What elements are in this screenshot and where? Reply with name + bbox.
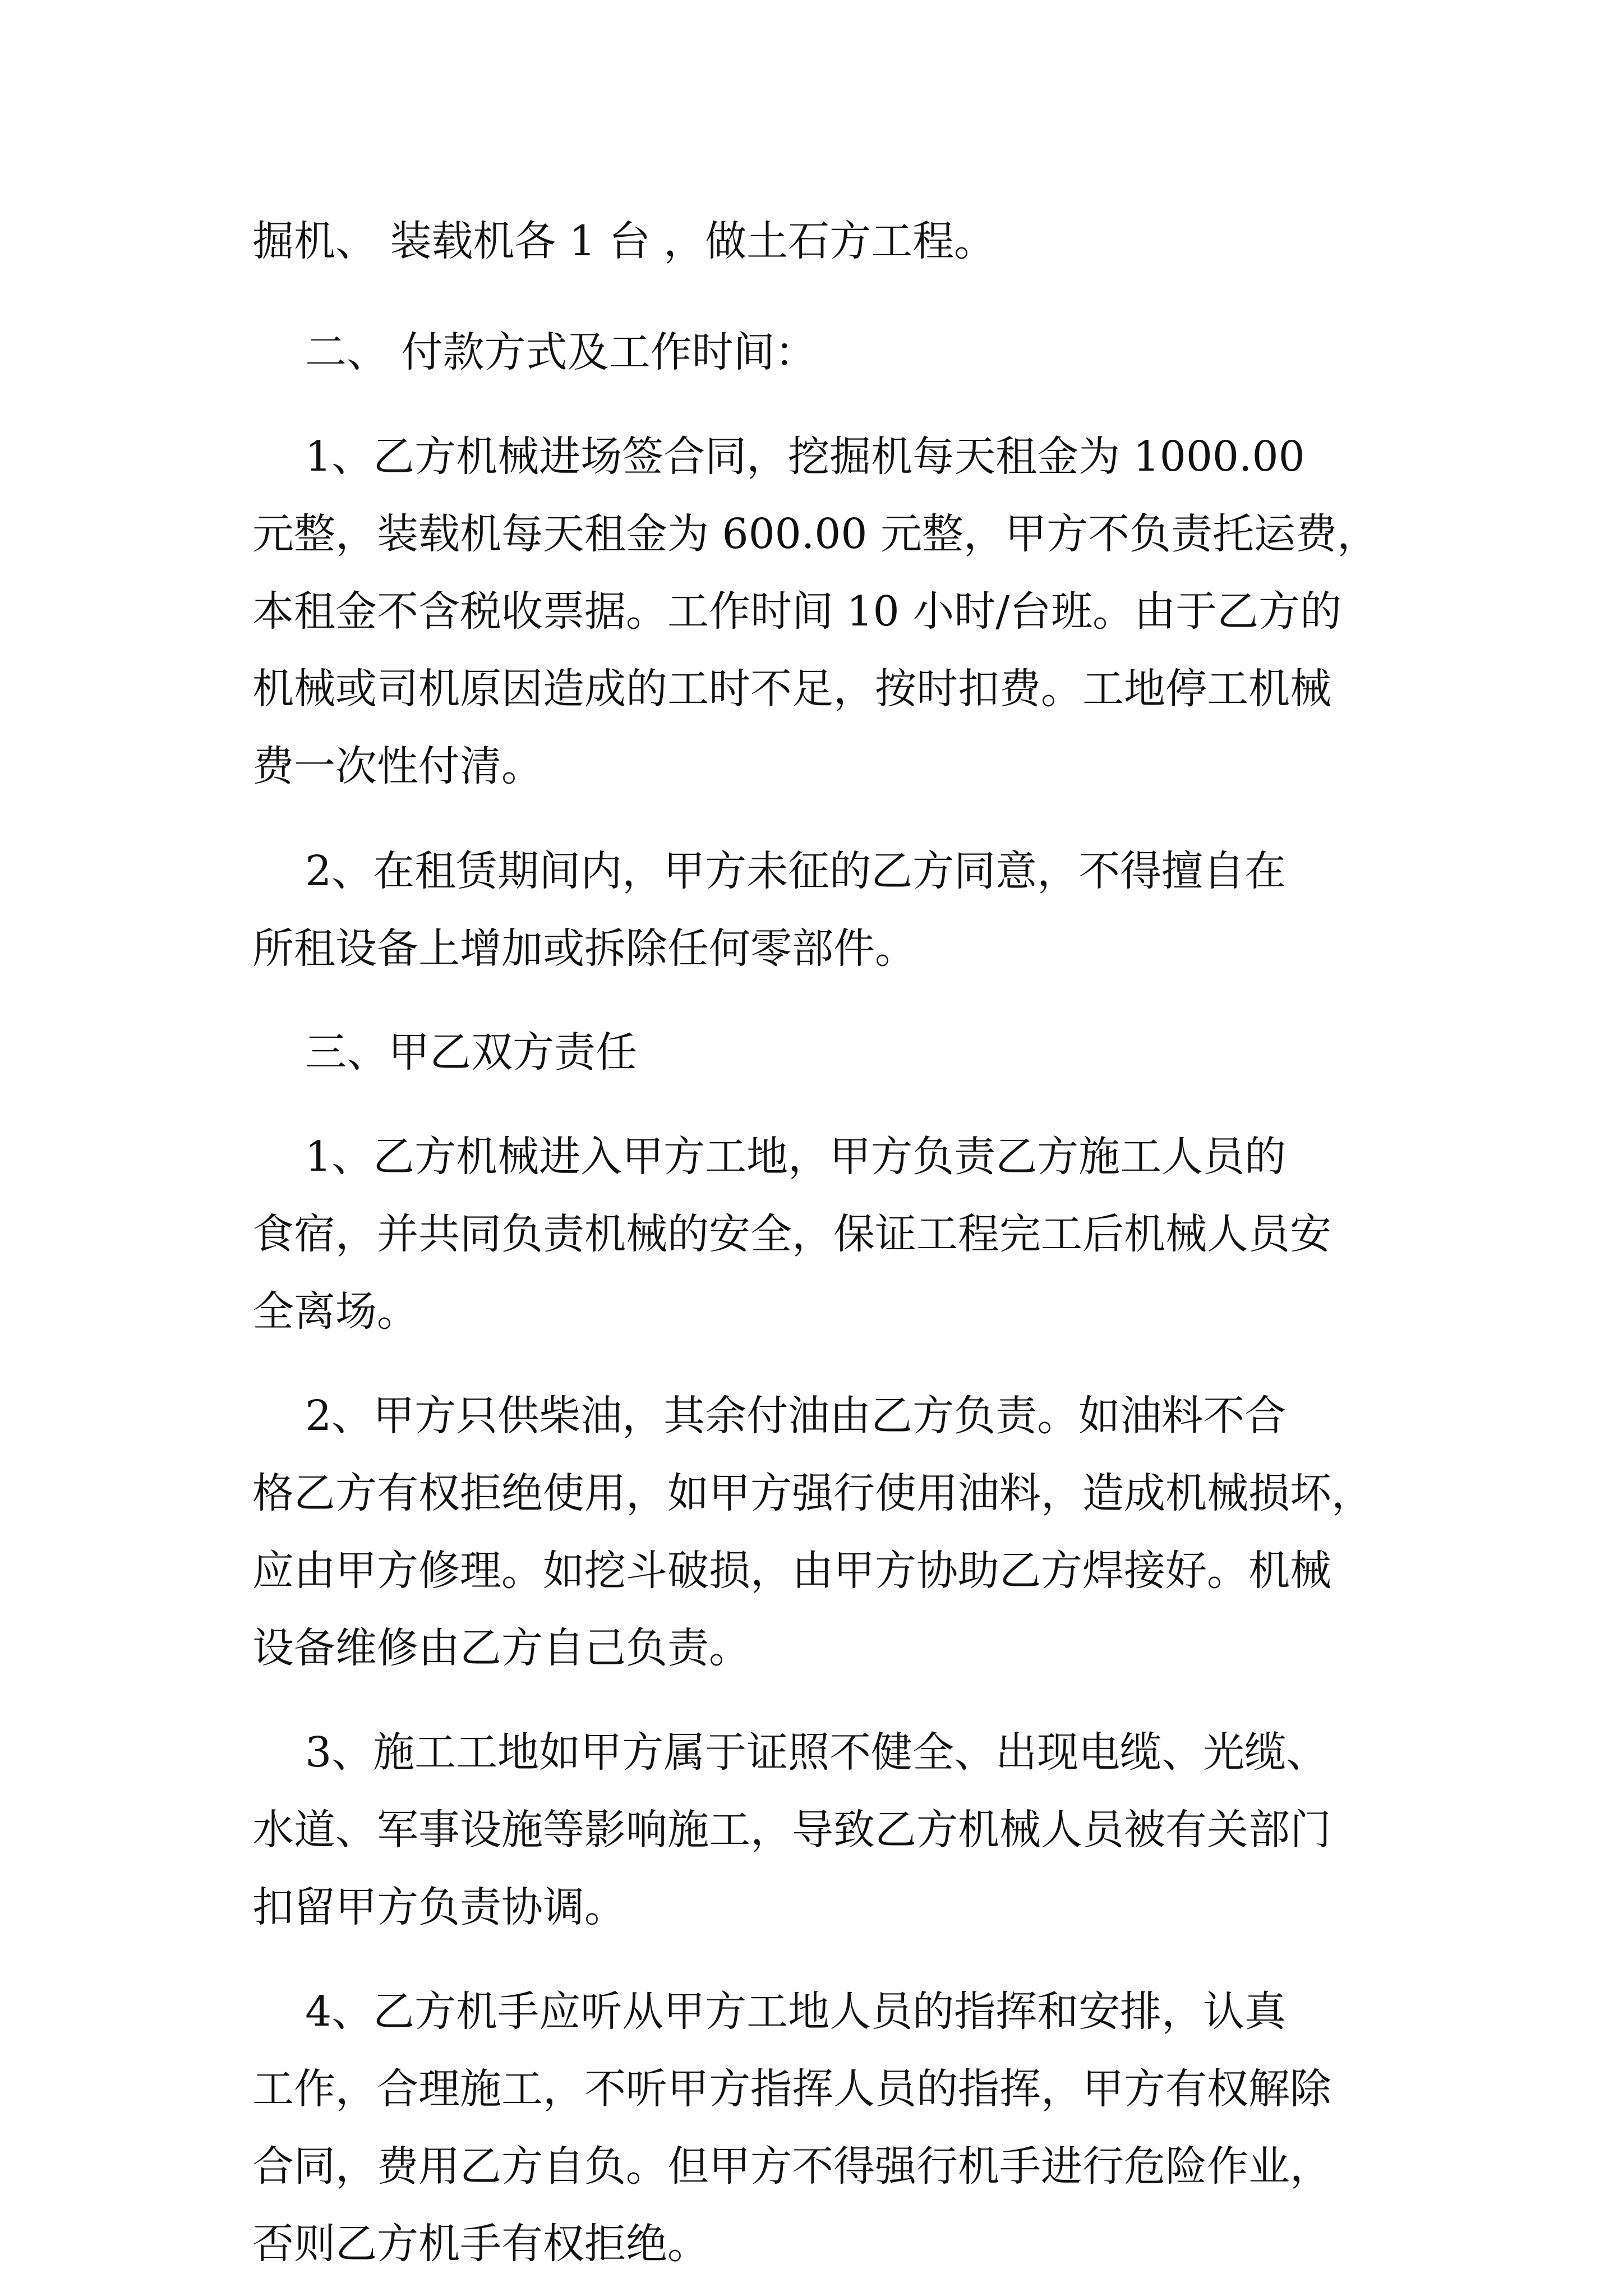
text-line: 二、 付款方式及工作时间： [252, 328, 817, 376]
text-line: 三、甲乙双方责任 [252, 1028, 638, 1076]
text-line: 2、在租赁期间内，甲方未征的乙方同意，不得擅自在 [252, 847, 1287, 895]
text-line: 设备维修由乙方自己负责。 [252, 1624, 750, 1672]
text-line: 掘机、 装载机各 1 台 ，做土石方工程。 [252, 217, 996, 265]
text-line: 费一次性付清。 [252, 742, 543, 790]
text-line: 2、甲方只供柴油，其余付油由乙方负责。如油料不合 [252, 1392, 1287, 1440]
text-line: 扣留甲方负责协调。 [252, 1883, 626, 1931]
text-line: 水道、军事设施等影响施工，导致乙方机械人员被有关部门 [252, 1806, 1331, 1854]
text-line: 格乙方有权拒绝使用，如甲方强行使用油料，造成机械损坏， [252, 1469, 1373, 1517]
text-line: 工作，合理施工，不听甲方指挥人员的指挥，甲方有权解除 [252, 2065, 1331, 2113]
text-line: 1、乙方机械进入甲方工地，甲方负责乙方施工人员的 [252, 1133, 1287, 1181]
text-line: 4、乙方机手应听从甲方工地人员的指挥和安排，认真 [252, 1987, 1287, 2036]
text-line: 应由甲方修理。如挖斗破损，由甲方协助乙方焊接好。机械 [252, 1547, 1331, 1595]
text-line: 全离场。 [252, 1287, 418, 1336]
text-line: 本租金不含税收票据。工作时间 10 小时/台班。由于乙方的 [252, 587, 1342, 636]
text-line: 合同，费用乙方自负。但甲方不得强行机手进行危险作业， [252, 2142, 1331, 2191]
text-line: 否则乙方机手有权拒绝。 [252, 2220, 709, 2268]
text-line: 机械或司机原因造成的工时不足，按时扣费。工地停工机械 [252, 665, 1331, 713]
text-line: 所租设备上增加或拆除任何零部件。 [252, 924, 916, 973]
text-line: 3、施工工地如甲方属于证照不健全、出现电缆、光缆、 [252, 1728, 1328, 1777]
text-line: 1、乙方机械进场签合同，挖掘机每天租金为 1000.00 [252, 432, 1305, 481]
text-line: 元整，装载机每天租金为 600.00 元整，甲方不负责托运费， [252, 510, 1378, 558]
text-line: 食宿，并共同负责机械的安全，保证工程完工后机械人员安 [252, 1210, 1331, 1258]
